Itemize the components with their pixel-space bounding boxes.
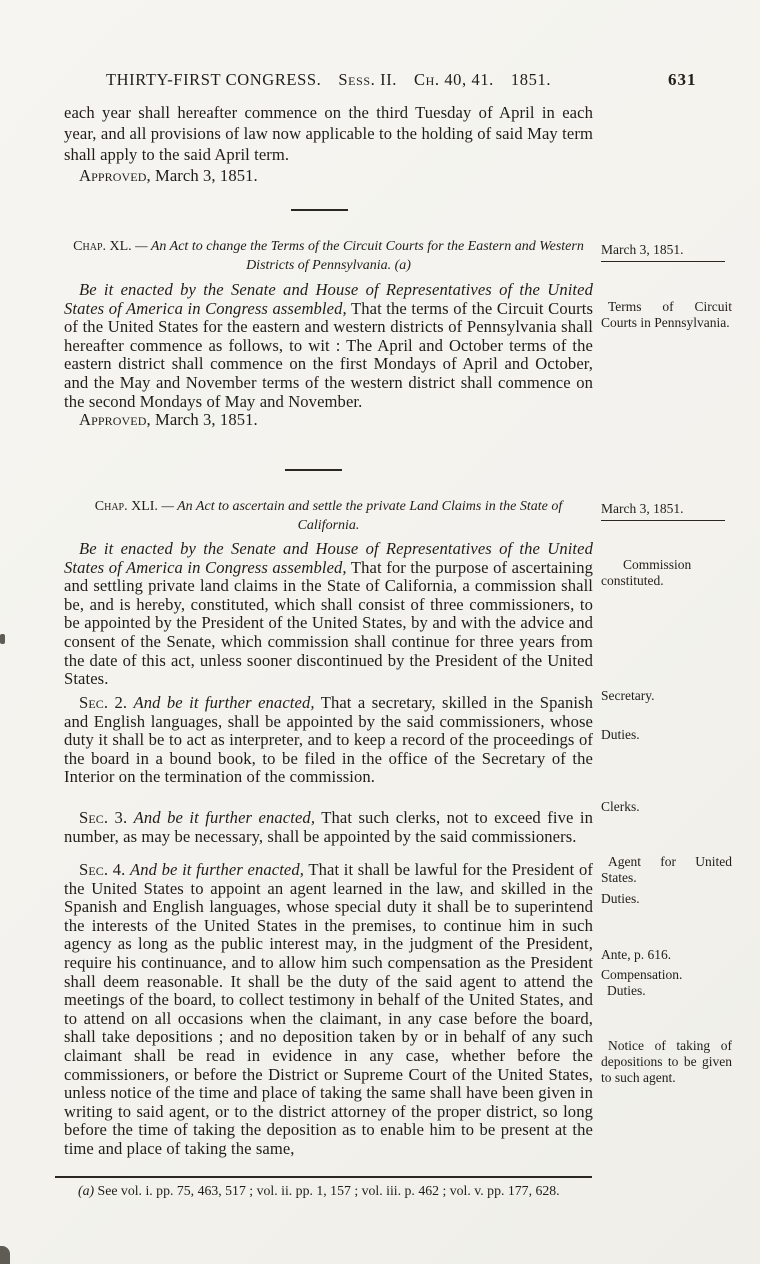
chapter-xli-sec1: [64, 540, 593, 689]
scan-artifact: [0, 634, 5, 644]
footnote-text: See vol. i. pp. 75, 463, 517 ; vol. ii. pp. 1, 157 ; vol. iii. p. 462 ; vol. v. pp. 177, 628.: [97, 1183, 560, 1198]
margin-note-secretary: Secretary.: [601, 688, 655, 703]
chapter-xli-sec4: [64, 861, 593, 1159]
section-3-text: That such clerks, not to exceed five in number, as may be necessary, shall be appointed by the said commissioners.: [64, 808, 594, 846]
header-year: 1851.: [510, 70, 552, 89]
margin-note-compensation: Compensation.: [601, 967, 683, 982]
footnote-rule: [55, 1176, 592, 1178]
chapter-xli-label: Chap. XLI.: [94, 499, 158, 514]
chapter-xl-paragraph: [64, 281, 593, 411]
margin-note-date-xli: March 3, 1851.: [601, 501, 732, 521]
section-4-paragraph: [64, 861, 593, 1159]
margin-note-duties: Duties.: [607, 983, 646, 998]
section-2-label: Sec. 2.: [79, 693, 128, 712]
section-4-text: That it shall be lawful for the President of the United States to appoint an agent learned in the law, and skilled in the Spanish and English languages, whose special duty it shall be to superintend the interests of the United States in the premises, to continue him in such agency as long as the public interest may, in the judgment of the President, require his continuance, and to allow him such compensation as the President shall deem reasonable. It shall be the duty of the said agent to attend the meetings of the board, to collect testimony in behalf of the United States, and to attend on all occasions when the claimant, in any case before the board, shall take depositions ; and no deposition taken by or in behalf of any such claimant shall be read in evidence in any case, whether before the commissioners, or before the District or Supreme Court of the United States, unless notice of the time and place of taking the same shall have been given in writing to said agent, or to the district attorney of the proper district, so long before the time of taking the deposition as to enable him to be present at the time and place of taking the same,: [64, 860, 593, 1158]
continuation-approved-line: [64, 165, 593, 186]
enacting-clause: Be it enacted by the Senate and House of Representatives of the United States of America in Congress assembled,: [64, 280, 593, 318]
chapter-xli-title: — An Act to ascertain and settle the private Land Claims in the State of California.: [161, 499, 563, 533]
chapter-xl-heading: [64, 238, 593, 275]
approved-date: March 3, 1851.: [154, 166, 258, 185]
margin-note-duties: Duties.: [601, 727, 640, 742]
chapter-xli-sec3: [64, 809, 593, 846]
section-1-text: That for the purpose of ascertaining and settling private land claims in the State of California, a commission shall be, and is hereby, constituted, which shall consist of three commissioners, to be appointed by the President of the United States, by and with the advice and consent of the Senate, which commission shall continue for three years from the date of this act, unless sooner discontinued by the President of the United States.: [64, 557, 594, 689]
approved-label: Approved,: [79, 166, 151, 185]
enacting-clause: And be it further enacted,: [133, 808, 316, 827]
running-header: [64, 70, 593, 90]
enacting-clause: And be it further enacted,: [129, 860, 305, 879]
margin-note-ante-reference: Ante, p. 616.: [601, 947, 672, 962]
footnote-marker: (a): [78, 1183, 95, 1198]
enacting-clause: Be it enacted by the Senate and House of Representatives of the United States of America in Congress assembled,: [64, 539, 593, 577]
chapter-xl-text: That the terms of the Circuit Courts of the United States for the eastern and western districts of Pennsylvania shall hereafter commence as follows, to wit : The April and October terms of the eastern district shall commence on the first Mondays of April and October, and the May and November terms of the western district shall commence on the second Mondays of May and November.: [64, 298, 594, 411]
margin-note-notice: Notice of taking of depositions to be given to such agent.: [601, 1038, 732, 1085]
header-congress: THIRTY-FIRST CONGRESS.: [105, 70, 322, 89]
approved-date: March 3, 1851.: [154, 410, 258, 430]
section-divider: [285, 469, 342, 471]
chapter-xl-body: [64, 281, 593, 430]
continuation-text: each year shall hereafter commence on the third Tuesday of April in each year, and all provisions of law now applicable to the holding of said May term shall apply to the said April term.: [64, 103, 593, 164]
margin-note-terms: Terms of Circuit Courts in Pennsylvania.: [601, 299, 732, 330]
margin-note-commission: Commission constituted.: [601, 557, 692, 588]
section-3-label: Sec. 3.: [79, 808, 128, 827]
section-1-paragraph: [64, 540, 593, 689]
chapter-xli-sec2: [64, 694, 593, 787]
margin-note-clerks: Clerks.: [601, 799, 640, 814]
continuation-paragraph: [64, 102, 593, 186]
section-3-paragraph: [64, 809, 593, 846]
footnote: [64, 1183, 593, 1200]
approved-label: Approved,: [79, 410, 151, 430]
section-2-paragraph: [64, 694, 593, 787]
section-2-text: That a secretary, skilled in the Spanish and English languages, shall be appointed by the said commissioners, whose duty it shall be to act as interpreter, and to keep a record of the proceedings of the board in a bound book, to be filed in the office of the Secretary of the Interior on the termination of the commission.: [64, 693, 593, 787]
header-session: Sess. II.: [338, 70, 398, 89]
enacting-clause: And be it further enacted,: [133, 693, 315, 712]
header-chapters: Ch. 40, 41.: [414, 70, 494, 89]
section-divider: [291, 209, 348, 211]
scan-artifact: [0, 1246, 10, 1264]
margin-note-duties: Duties.: [601, 891, 640, 906]
margin-note-agent: Agent for United States.: [601, 854, 732, 885]
margin-note-date-xl: March 3, 1851.: [601, 242, 732, 262]
chapter-xl-label: Chap. XL.: [73, 239, 132, 254]
section-4-label: Sec. 4.: [79, 860, 126, 879]
page-number: 631: [668, 70, 697, 89]
chapter-xl-approved-line: [64, 411, 593, 430]
chapter-xl-title: — An Act to change the Terms of the Circuit Courts for the Eastern and Western Districts of Pennsylvania. (a): [135, 239, 584, 273]
chapter-xli-heading: [64, 498, 593, 535]
